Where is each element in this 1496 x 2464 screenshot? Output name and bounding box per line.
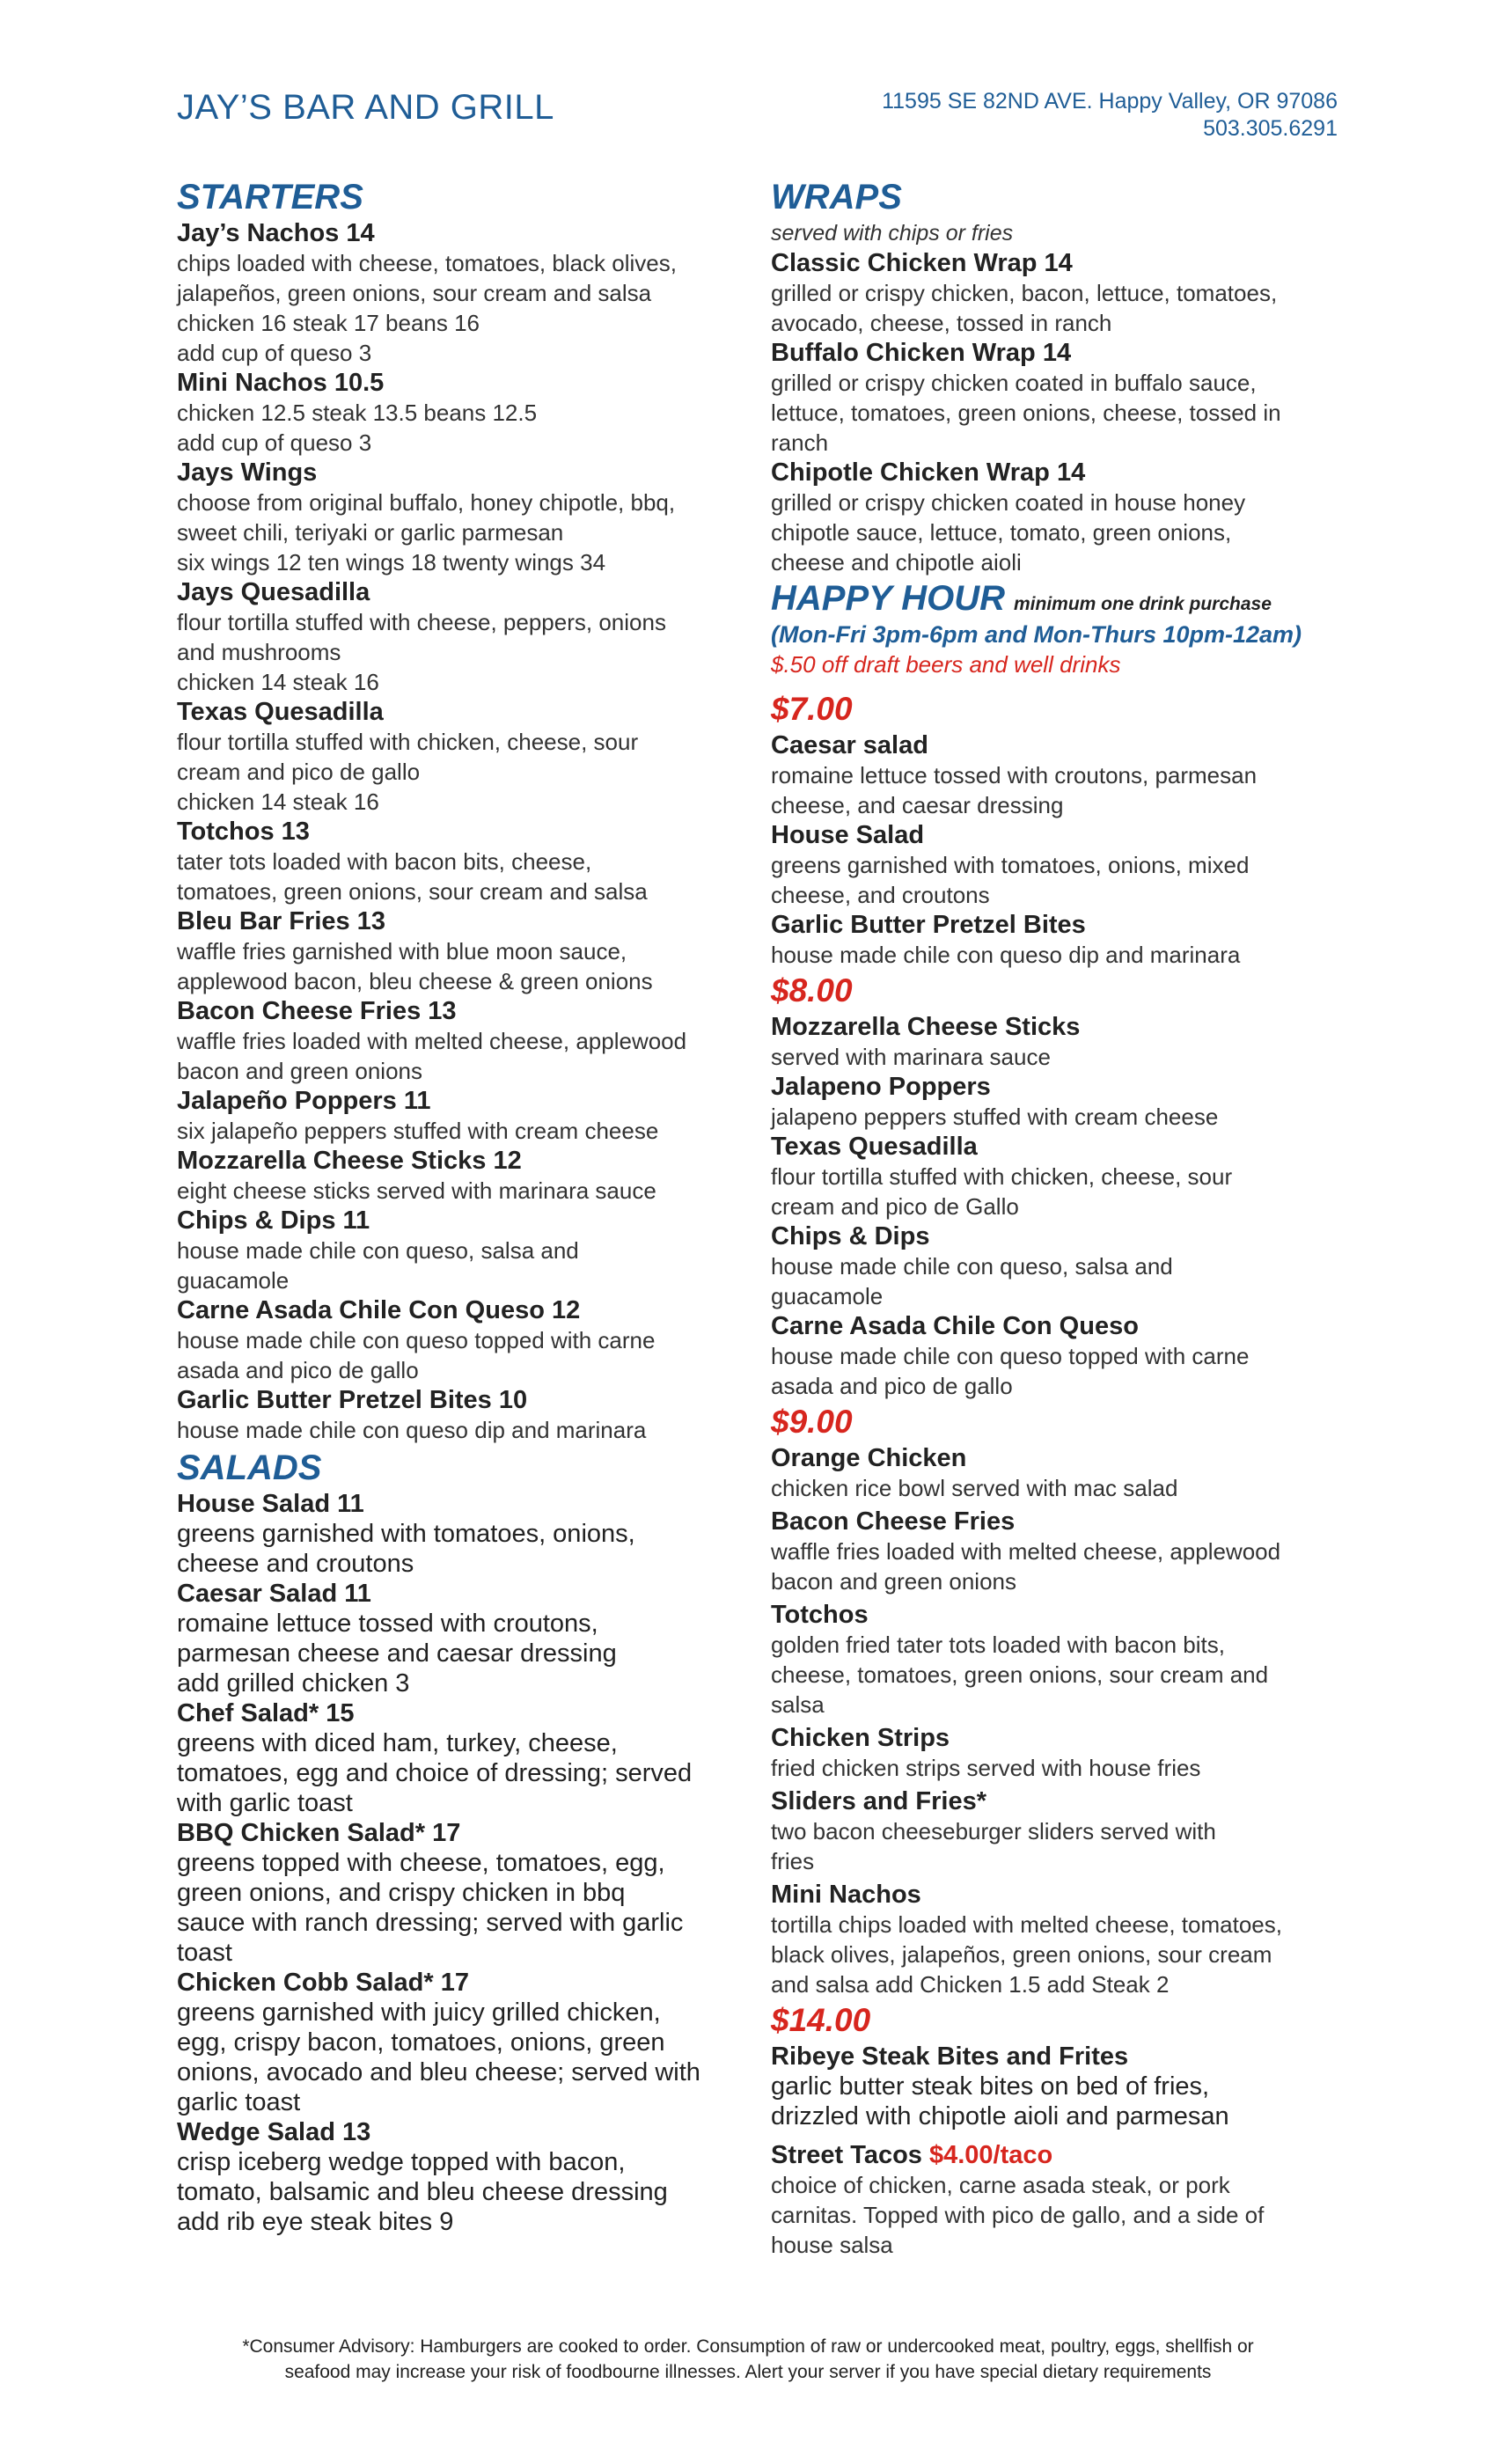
menu-item-description: house made chile con queso, salsa and xyxy=(177,1237,579,1264)
wraps-subtitle: served with chips or fries xyxy=(771,221,1014,246)
menu-item-name: House Salad 11 xyxy=(177,1490,364,1518)
menu-item-description: jalapeños, green onions, sour cream and salsa xyxy=(177,280,652,306)
menu-item-name: Caesar Salad 11 xyxy=(177,1580,371,1608)
menu-item-description: cheese, and croutons xyxy=(771,882,990,908)
menu-item-description: cheese and croutons xyxy=(177,1550,414,1578)
menu-item-description: tomatoes, green onions, sour cream and salsa xyxy=(177,878,648,905)
price-tier-7: $7.00 xyxy=(771,691,853,727)
menu-item-description: garlic toast xyxy=(177,2088,301,2116)
menu-item xyxy=(177,2117,749,2237)
menu-item xyxy=(771,820,1343,910)
menu-item-name: Chef Salad* 15 xyxy=(177,1699,355,1727)
menu-item-description: asada and pico de gallo xyxy=(771,1373,1013,1399)
menu-item xyxy=(177,1086,749,1146)
menu-item xyxy=(177,697,749,817)
menu-item-name: Texas Quesadilla xyxy=(177,698,384,726)
menu-item-name: Totchos xyxy=(771,1601,869,1629)
menu-item xyxy=(771,338,1343,458)
menu-item-description: with garlic toast xyxy=(177,1789,353,1817)
menu-item-name: Chips & Dips 11 xyxy=(177,1206,370,1235)
left-column xyxy=(177,176,749,2237)
menu-item-description: add grilled chicken 3 xyxy=(177,1669,410,1698)
menu-item-name: Totchos 13 xyxy=(177,818,310,846)
menu-item-description: fried chicken strips served with house fries xyxy=(771,1755,1201,1781)
menu-item-name: Orange Chicken xyxy=(771,1444,967,1472)
menu-item-description: choice of chicken, carne asada steak, or pork xyxy=(771,2172,1230,2198)
happy-hour-heading: HAPPY HOUR xyxy=(771,579,1005,618)
tier-8-list xyxy=(771,1012,1343,1401)
phone-number: 503.305.6291 xyxy=(1203,116,1338,141)
menu-item-description: waffle fries loaded with melted cheese, applewood xyxy=(177,1028,687,1054)
happy-hour-minimum: minimum one drink purchase xyxy=(1013,594,1272,614)
menu-item-description: and mushrooms xyxy=(177,639,341,665)
menu-item-description: tomatoes, egg and choice of dressing; served xyxy=(177,1759,693,1787)
menu-item xyxy=(771,1443,1343,1503)
wraps-list xyxy=(771,248,1343,577)
menu-item-name: Mozzarella Cheese Sticks xyxy=(771,1013,1081,1041)
menu-item-description: bacon and green onions xyxy=(177,1058,423,1084)
menu-item-description: toast xyxy=(177,1939,232,1967)
menu-item-name xyxy=(771,2140,1343,2170)
menu-item xyxy=(177,1146,749,1206)
menu-item-description: flour tortilla stuffed with chicken, cheese, sour xyxy=(771,1163,1233,1190)
menu-item-description: six wings 12 ten wings 18 twenty wings 34 xyxy=(177,549,606,576)
menu-item-description: cream and pico de gallo xyxy=(177,759,421,785)
menu-item-description: egg, crispy bacon, tomatoes, onions, green xyxy=(177,2028,665,2057)
menu-item xyxy=(177,218,749,368)
menu-item-description: sweet chili, teriyaki or garlic parmesan xyxy=(177,519,564,546)
menu-item-name: Bacon Cheese Fries xyxy=(771,1507,1016,1536)
price-tier-8: $8.00 xyxy=(771,972,853,1008)
menu-item-name: Chips & Dips xyxy=(771,1222,930,1250)
street-tacos-name: Street Tacos xyxy=(771,2141,929,2169)
menu-item xyxy=(771,1600,1343,1720)
menu-item xyxy=(177,1295,749,1385)
menu-item-description: chicken 16 steak 17 beans 16 xyxy=(177,310,480,336)
menu-item-description: tater tots loaded with bacon bits, cheese, xyxy=(177,848,592,875)
menu-item-description: house made chile con queso dip and marinara xyxy=(771,942,1241,968)
menu-item-name: Sliders and Fries* xyxy=(771,1787,986,1815)
menu-item-description: fries xyxy=(771,1848,815,1874)
menu-item-description: chicken 14 steak 16 xyxy=(177,788,379,815)
menu-item-description: add cup of queso 3 xyxy=(177,429,372,456)
menu-item-description: greens topped with cheese, tomatoes, egg, xyxy=(177,1849,665,1877)
street-tacos xyxy=(771,2140,1343,2260)
menu-item-description: lettuce, tomatoes, green onions, cheese, tossed in xyxy=(771,400,1281,426)
menu-item xyxy=(771,1221,1343,1311)
menu-item xyxy=(771,1311,1343,1401)
salads-heading: SALADS xyxy=(177,1448,322,1487)
menu-item-description: applewood bacon, bleu cheese & green onions xyxy=(177,968,653,994)
menu-item-description: house made chile con queso, salsa and xyxy=(771,1253,1173,1280)
menu-item-description: chipotle sauce, lettuce, tomato, green onions, xyxy=(771,519,1232,546)
menu-item-name: Texas Quesadilla xyxy=(771,1133,978,1161)
menu-item-description: greens with diced ham, turkey, cheese, xyxy=(177,1729,618,1757)
menu-item-description: house made chile con queso topped with carne xyxy=(771,1343,1250,1369)
contact-block xyxy=(882,88,1338,143)
menu-item-description: golden fried tater tots loaded with bacon bits, xyxy=(771,1632,1225,1658)
menu-item xyxy=(771,1880,1343,1999)
menu-item-description: and salsa add Chicken 1.5 add Steak 2 xyxy=(771,1971,1170,1998)
menu-item-name: BBQ Chicken Salad* 17 xyxy=(177,1819,461,1847)
menu-item xyxy=(177,1489,749,1579)
menu-item xyxy=(771,1072,1343,1132)
menu-item xyxy=(177,458,749,577)
street-tacos-price: $4.00/taco xyxy=(928,2141,1053,2169)
menu-item-description: grilled or crispy chicken coated in house honey xyxy=(771,489,1246,516)
happy-hour-drink-deal: $.50 off draft beers and well drinks xyxy=(771,651,1121,678)
menu-item-name: Wedge Salad 13 xyxy=(177,2118,371,2146)
menu-item-description: two bacon cheeseburger sliders served with xyxy=(771,1818,1216,1844)
menu-item xyxy=(771,2042,1343,2131)
menu-item xyxy=(177,1698,749,1818)
menu-item-description: house made chile con queso dip and marinara xyxy=(177,1417,647,1443)
menu-item-description: choose from original buffalo, honey chipotle, bbq, xyxy=(177,489,676,516)
menu-item xyxy=(177,577,749,697)
menu-item-description: bacon and green onions xyxy=(771,1568,1017,1595)
menu-item-description: ranch xyxy=(771,429,829,456)
menu-item-name: Jalapeño Poppers 11 xyxy=(177,1087,431,1115)
menu-item-description: grilled or crispy chicken, bacon, lettuce, tomatoes, xyxy=(771,280,1278,306)
menu-item-name: Caesar salad xyxy=(771,731,928,759)
menu-item-name: Garlic Butter Pretzel Bites 10 xyxy=(177,1386,528,1414)
menu-item-description: cheese, tomatoes, green onions, sour cream and xyxy=(771,1661,1269,1688)
menu-item-description: garlic butter steak bites on bed of fries, xyxy=(771,2072,1210,2101)
menu-item-description: tortilla chips loaded with melted cheese, tomatoes, xyxy=(771,1911,1282,1938)
menu-item xyxy=(177,1968,749,2117)
menu-item xyxy=(177,368,749,458)
menu-item-description: guacamole xyxy=(177,1267,290,1294)
menu-item-description: cheese, and caesar dressing xyxy=(771,792,1064,818)
menu-item-description: crisp iceberg wedge topped with bacon, xyxy=(177,2148,626,2176)
menu-item xyxy=(177,996,749,1086)
advisory-line: *Consumer Advisory: Hamburgers are cooked to order. Consumption of raw or undercooked meat, poultry, eggs, shellfish or xyxy=(242,2336,1254,2357)
address: 11595 SE 82ND AVE. Happy Valley, OR 97086 xyxy=(882,89,1338,114)
salads-list xyxy=(177,1489,749,2237)
price-tier-9: $9.00 xyxy=(771,1404,853,1440)
menu-item-description: six jalapeño peppers stuffed with cream cheese xyxy=(177,1118,659,1144)
menu-item-description: onions, avocado and bleu cheese; served with xyxy=(177,2058,700,2086)
menu-item-description: black olives, jalapeños, green onions, sour cream xyxy=(771,1941,1272,1968)
menu-item-description: flour tortilla stuffed with chicken, cheese, sour xyxy=(177,729,639,755)
menu-item-description: waffle fries garnished with blue moon sauce, xyxy=(177,938,627,964)
right-column xyxy=(771,176,1343,2260)
menu-item xyxy=(771,1786,1343,1876)
restaurant-name: JAY’S BAR AND GRILL xyxy=(177,88,554,127)
menu-item-description: house salsa xyxy=(771,2232,893,2258)
menu-item-description: jalapeno peppers stuffed with cream cheese xyxy=(771,1104,1219,1130)
menu-item-description: greens garnished with tomatoes, onions, xyxy=(177,1520,635,1548)
menu-item-description: chicken 12.5 steak 13.5 beans 12.5 xyxy=(177,400,538,426)
menu-item-name: Jalapeno Poppers xyxy=(771,1073,991,1101)
menu-item xyxy=(177,1579,749,1698)
menu-item xyxy=(177,1206,749,1295)
menu-item xyxy=(771,1132,1343,1221)
menu-item-name: Chicken Cobb Salad* 17 xyxy=(177,1969,469,1997)
menu-item-name: Mini Nachos xyxy=(771,1881,921,1909)
menu-item-name: Mozzarella Cheese Sticks 12 xyxy=(177,1147,522,1175)
tier-7-list xyxy=(771,730,1343,970)
menu-item-description: drizzled with chipotle aioli and parmesan xyxy=(771,2102,1229,2130)
menu-item-description: carnitas. Topped with pico de gallo, and a side of xyxy=(771,2202,1265,2228)
starters-list xyxy=(177,218,749,1445)
menu-item-name: Jay’s Nachos 14 xyxy=(177,219,375,247)
tier-9-list xyxy=(771,1443,1343,1999)
menu-item-name: Buffalo Chicken Wrap 14 xyxy=(771,339,1072,367)
menu-item-description: grilled or crispy chicken coated in buffalo sauce, xyxy=(771,370,1257,396)
menu-item-description: cream and pico de Gallo xyxy=(771,1193,1019,1220)
menu-item xyxy=(177,1385,749,1445)
menu-item-description: eight cheese sticks served with marinara sauce xyxy=(177,1177,656,1204)
menu-item-description: chicken 14 steak 16 xyxy=(177,669,379,695)
menu-item xyxy=(177,817,749,906)
advisory-line: seafood may increase your risk of foodbourne illnesses. Alert your server if you have special dietary requirements xyxy=(284,2362,1212,2382)
menu-item-name: Classic Chicken Wrap 14 xyxy=(771,249,1073,277)
menu-item-description: guacamole xyxy=(771,1283,884,1309)
menu-item xyxy=(771,730,1343,820)
menu-item xyxy=(771,1723,1343,1783)
menu-item-name: Jays Quesadilla xyxy=(177,578,370,606)
menu-item-description: asada and pico de gallo xyxy=(177,1357,419,1383)
menu-item-description: house made chile con queso topped with carne xyxy=(177,1327,656,1353)
menu-item-description: flour tortilla stuffed with cheese, peppers, onions xyxy=(177,609,666,635)
menu-item-name: Carne Asada Chile Con Queso 12 xyxy=(177,1296,581,1324)
menu-item xyxy=(177,906,749,996)
menu-item-name: Mini Nachos 10.5 xyxy=(177,369,385,397)
tier-14-list xyxy=(771,2042,1343,2131)
price-tier-14: $14.00 xyxy=(771,2002,871,2038)
menu-item-name: Carne Asada Chile Con Queso xyxy=(771,1312,1139,1340)
menu-item-description: greens garnished with tomatoes, onions, mixed xyxy=(771,852,1250,878)
menu-item-description: sauce with ranch dressing; served with garlic xyxy=(177,1909,684,1937)
menu-item-description: parmesan cheese and caesar dressing xyxy=(177,1639,617,1668)
menu-item xyxy=(771,910,1343,970)
menu-item-name: Jays Wings xyxy=(177,458,318,487)
menu-item-description: chicken rice bowl served with mac salad xyxy=(771,1475,1178,1501)
menu-item-name: Bleu Bar Fries 13 xyxy=(177,907,385,935)
menu-item xyxy=(771,458,1343,577)
menu-item-name: Ribeye Steak Bites and Frites xyxy=(771,2042,1129,2071)
menu-item-description: green onions, and crispy chicken in bbq xyxy=(177,1879,626,1907)
menu-item-name: Chicken Strips xyxy=(771,1724,950,1752)
consumer-advisory xyxy=(158,2334,1338,2385)
menu-item-description: chips loaded with cheese, tomatoes, black olives, xyxy=(177,250,677,276)
wraps-heading: WRAPS xyxy=(771,178,902,216)
menu-item-description: waffle fries loaded with melted cheese, applewood xyxy=(771,1538,1281,1565)
menu-item-name: House Salad xyxy=(771,821,925,849)
menu-item-description: tomato, balsamic and bleu cheese dressing xyxy=(177,2178,668,2206)
menu-item-description: add cup of queso 3 xyxy=(177,340,372,366)
menu-item-name: Bacon Cheese Fries 13 xyxy=(177,997,457,1025)
starters-heading: STARTERS xyxy=(177,178,363,216)
menu-item-description: salsa xyxy=(771,1691,825,1718)
menu-item xyxy=(771,1507,1343,1596)
menu-item-description: cheese and chipotle aioli xyxy=(771,549,1022,576)
happy-hour-times: (Mon-Fri 3pm-6pm and Mon-Thurs 10pm-12am) xyxy=(771,621,1302,648)
menu-item-description: romaine lettuce tossed with croutons, xyxy=(177,1610,598,1638)
menu-item xyxy=(771,1012,1343,1072)
menu-item xyxy=(771,248,1343,338)
menu-item-description: avocado, cheese, tossed in ranch xyxy=(771,310,1112,336)
menu-item-description: romaine lettuce tossed with croutons, parmesan xyxy=(771,762,1258,788)
menu-item-name: Garlic Butter Pretzel Bites xyxy=(771,911,1086,939)
menu-item-description: served with marinara sauce xyxy=(771,1044,1051,1070)
menu-item-name: Chipotle Chicken Wrap 14 xyxy=(771,458,1086,487)
menu-item-description: add rib eye steak bites 9 xyxy=(177,2208,454,2236)
menu-item xyxy=(177,1818,749,1968)
happy-hour-heading-row xyxy=(771,577,1343,620)
menu-item-description: greens garnished with juicy grilled chicken, xyxy=(177,1998,661,2027)
